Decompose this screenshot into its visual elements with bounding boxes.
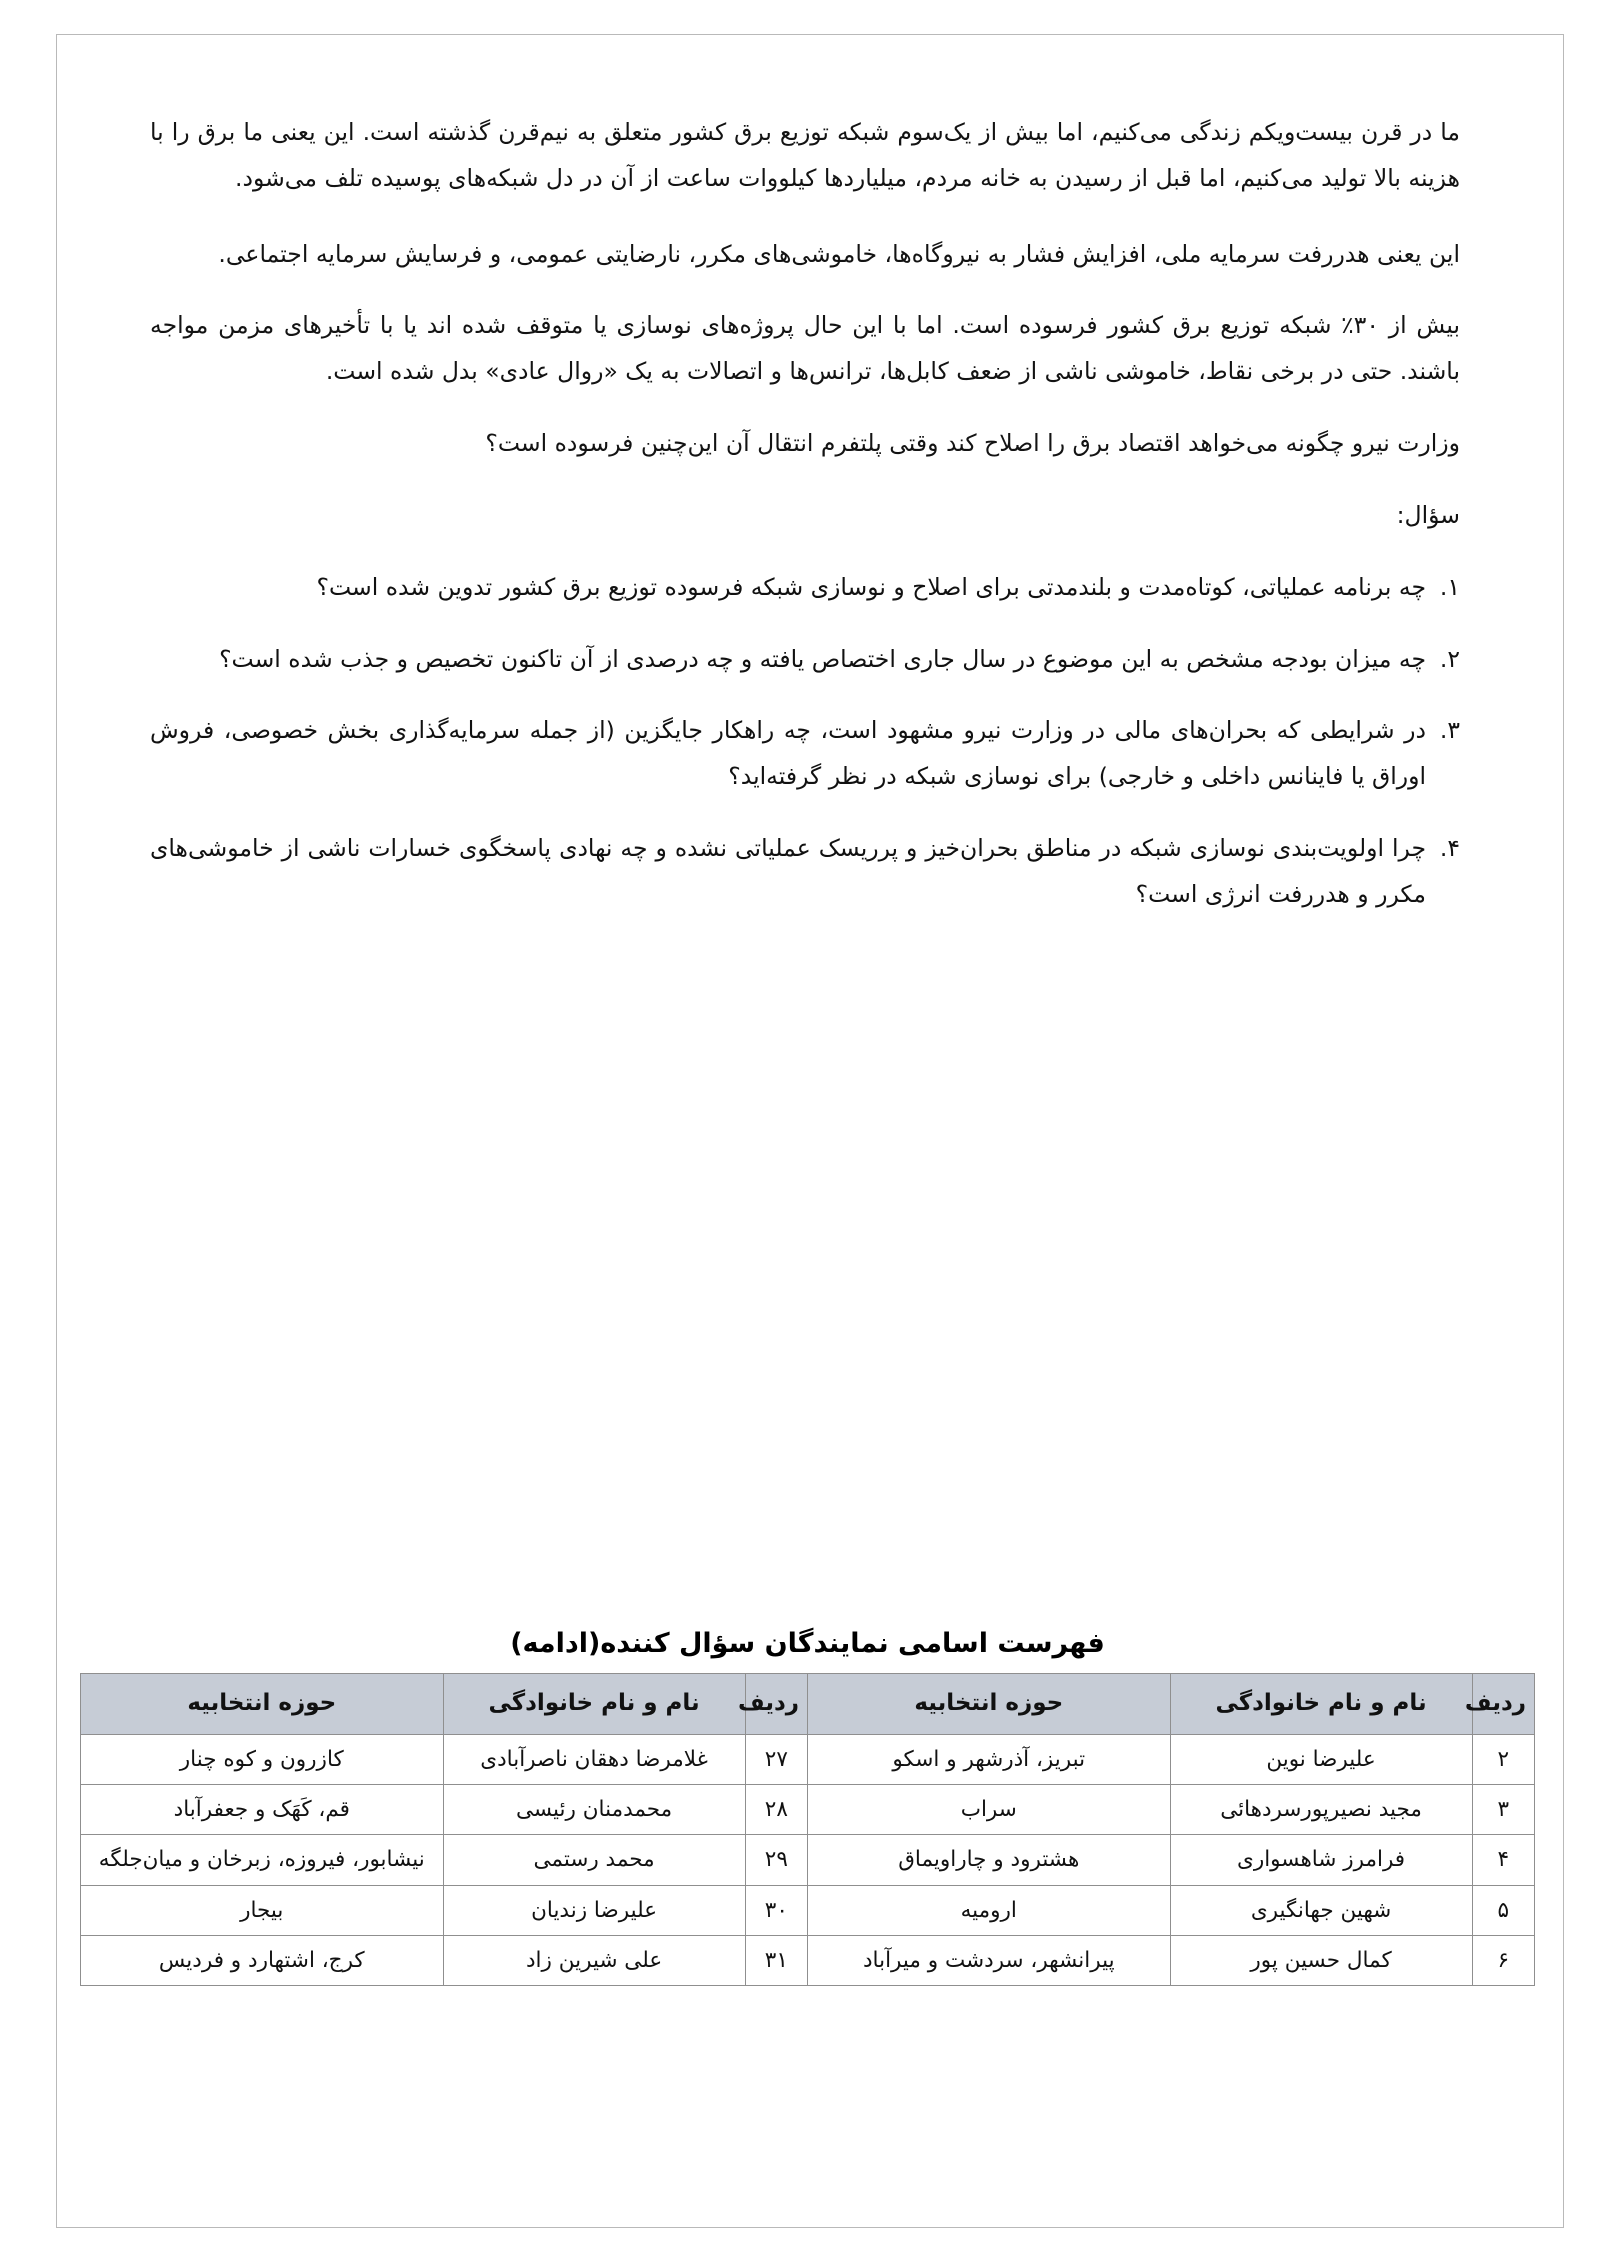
cell-row-number-right: ۳ — [1472, 1784, 1534, 1834]
representatives-table-block — [80, 1628, 1535, 1986]
cell-name-right: شهین جهانگیری — [1170, 1885, 1472, 1935]
cell-district-right: تبریز، آذرشهر و اسکو — [808, 1734, 1170, 1784]
header-name-right: نام و نام خانوادگی — [1170, 1674, 1472, 1735]
representatives-table — [80, 1673, 1535, 1986]
question-text-3: در شرایطی که بحران‌های مالی در وزارت نیرو مشهود است، چه راهکار جایگزین (از جمله سرمایه‌گذاری بخش خصوصی، فروش اوراق یا فاینانس داخلی و خارجی) برای نوسازی شبکه در نظر گرفته‌اید؟ — [150, 716, 1426, 791]
cell-name-right: مجید نصیرپورسردهائی — [1170, 1784, 1472, 1834]
table-header-row — [81, 1674, 1535, 1735]
question-number-4: ۴. — [1439, 833, 1460, 862]
cell-row-number-left: ۳۱ — [745, 1935, 807, 1985]
cell-name-left: محمدمنان رئیسی — [443, 1784, 745, 1834]
cell-district-right: ارومیه — [808, 1885, 1170, 1935]
cell-district-right: سراب — [808, 1784, 1170, 1834]
cell-name-right: علیرضا نوین — [1170, 1734, 1472, 1784]
header-district-left: حوزه انتخابیه — [81, 1674, 444, 1735]
header-name-left: نام و نام خانوادگی — [443, 1674, 745, 1735]
table-row — [81, 1784, 1535, 1834]
cell-row-number-right: ۲ — [1472, 1734, 1534, 1784]
cell-district-left: قم، کَهَک و جعفرآباد — [81, 1784, 444, 1834]
question-number-3: ۳. — [1439, 716, 1460, 745]
document-body — [150, 110, 1460, 944]
cell-name-right: فرامرز شاهسواری — [1170, 1835, 1472, 1885]
question-text-4: چرا اولویت‌بندی نوسازی شبکه در مناطق بحران‌خیز و پرریسک عملیاتی نشده و چه نهادی پاسخگوی خسارات ناشی از خاموشی‌های مکرر و هدررفت انرژی است؟ — [150, 833, 1426, 908]
cell-row-number-left: ۲۷ — [745, 1734, 807, 1784]
paragraph-1: ما در قرن بیست‌ویکم زندگی می‌کنیم، اما بیش از یک‌سوم شبکه توزیع برق کشور متعلق به نیم‌قرن گذشته است. این یعنی ما برق را با هزینه بالا تولید می‌کنیم، اما قبل از رسیدن به خانه مردم، میلیاردها کیلووات ساعت از آن در دل شبکه‌های پوسیده تلف می‌شود. — [150, 118, 1460, 192]
question-number-1: ۱. — [1439, 572, 1460, 601]
paragraph-4: وزارت نیرو چگونه می‌خواهد اقتصاد برق را اصلاح کند وقتی پلتفرم انتقال آن این‌چنین فرسوده است؟ — [485, 429, 1460, 458]
table-row — [81, 1734, 1535, 1784]
cell-district-right: پیرانشهر، سردشت و میرآباد — [808, 1935, 1170, 1985]
paragraph-3: بیش از ۳۰٪ شبکه توزیع برق کشور فرسوده است. اما با این حال پروژه‌های نوسازی یا متوقف شده اند یا با تأخیرهای مزمن مواجه باشند. حتی در برخی نقاط، خاموشی ناشی از ضعف کابل‌ها، ترانس‌ها و اتصالات به یک «روال عادی» بدل شده است. — [150, 311, 1460, 386]
cell-district-left: کرج، اشتهارد و فردیس — [81, 1935, 444, 1985]
cell-row-number-right: ۴ — [1472, 1835, 1534, 1885]
questions-heading: سؤال: — [1396, 500, 1460, 529]
cell-row-number-right: ۵ — [1472, 1885, 1534, 1935]
question-text-2: چه میزان بودجه مشخص به این موضوع در سال جاری اختصاص یافته و چه درصدی از آن تاکنون تخصیص و جذب شده است؟ — [219, 644, 1426, 673]
paragraph-2: این یعنی هدررفت سرمایه ملی، افزایش فشار به نیروگاه‌ها، خاموشی‌های مکرر، نارضایتی عمومی، و فرسایش سرمایه اجتماعی. — [218, 239, 1460, 268]
cell-name-left: محمد رستمی — [443, 1835, 745, 1885]
question-item-2 — [150, 637, 1460, 683]
cell-name-left: علیرضا زندیان — [443, 1885, 745, 1935]
cell-row-number-left: ۲۹ — [745, 1835, 807, 1885]
cell-district-right: هشترود و چاراویماق — [808, 1835, 1170, 1885]
questions-list — [150, 565, 1460, 918]
header-row-number-right: ردیف — [1472, 1674, 1534, 1735]
cell-row-number-left: ۳۰ — [745, 1885, 807, 1935]
question-item-4 — [150, 826, 1460, 918]
question-number-2: ۲. — [1439, 644, 1460, 673]
cell-row-number-right: ۶ — [1472, 1935, 1534, 1985]
table-row — [81, 1935, 1535, 1985]
cell-name-right: کمال حسین پور — [1170, 1935, 1472, 1985]
table-row — [81, 1885, 1535, 1935]
cell-district-left: کازرون و کوه چنار — [81, 1734, 444, 1784]
cell-row-number-left: ۲۸ — [745, 1784, 807, 1834]
question-item-3 — [150, 708, 1460, 800]
question-item-1 — [150, 565, 1460, 611]
header-district-right: حوزه انتخابیه — [808, 1674, 1170, 1735]
cell-name-left: غلامرضا دهقان ناصرآبادی — [443, 1734, 745, 1784]
cell-district-left: بیجار — [81, 1885, 444, 1935]
table-row — [81, 1835, 1535, 1885]
cell-district-left: نیشابور، فیروزه، زبرخان و میان‌جلگه — [81, 1835, 444, 1885]
cell-name-left: علی شیرین زاد — [443, 1935, 745, 1985]
question-text-1: چه برنامه عملیاتی، کوتاه‌مدت و بلندمدتی برای اصلاح و نوسازی شبکه فرسوده توزیع برق کشور تدوین شده است؟ — [316, 572, 1426, 601]
table-title: فهرست اسامی نمایندگان سؤال کننده(ادامه) — [510, 1628, 1105, 1659]
header-row-number-left: ردیف — [745, 1674, 807, 1735]
